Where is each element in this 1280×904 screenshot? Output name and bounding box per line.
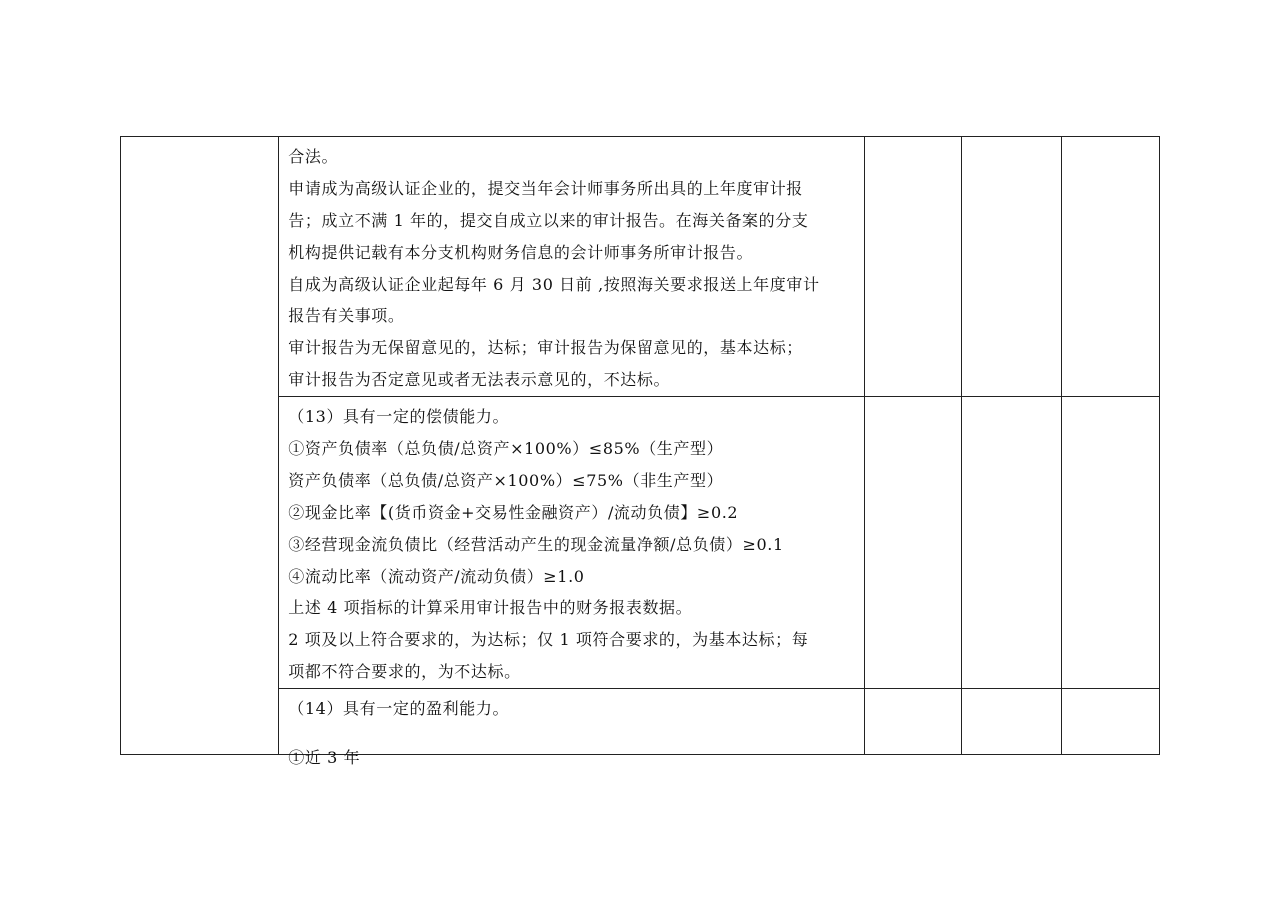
text-line: 申请成为高级认证企业的，提交当年会计师事务所出具的上年度审计报 xyxy=(288,178,803,198)
text-line: 上述 4 项指标的计算采用审计报告中的财务报表数据。 xyxy=(288,598,693,618)
text-line: 报告有关事项。 xyxy=(288,306,405,326)
text-line: 告；成立不满 1 年的，提交自成立以来的审计报告。在海关备案的分支 xyxy=(288,210,809,230)
text-line: 审计报告为无保留意见的，达标；审计报告为保留意见的，基本达标； xyxy=(288,338,803,358)
text-line: （14）具有一定的盈利能力。 xyxy=(288,699,510,719)
text-line: 审计报告为否定意见或者无法表示意见的，不达标。 xyxy=(288,370,671,390)
text-line: 合法。 xyxy=(288,147,339,166)
item-category-cell xyxy=(121,137,279,755)
text-line: 资产负债率（总负债/总资产×100%）≤75%（非生产型） xyxy=(288,470,724,490)
empty-cell xyxy=(961,137,1061,397)
text-line: ①资产负债率（总负债/总资产×100%）≤85%（生产型） xyxy=(288,439,724,459)
criteria-text-cell xyxy=(279,137,865,397)
criteria-text-cell xyxy=(279,689,865,768)
empty-cell xyxy=(961,689,1061,755)
text-line: 机构提供记载有本分支机构财务信息的会计师事务所审计报告。 xyxy=(288,242,754,262)
document-page xyxy=(120,136,1160,768)
requirements-table xyxy=(120,136,1160,768)
text-line: 2 项及以上符合要求的，为达标；仅 1 项符合要求的，为基本达标；每 xyxy=(288,630,809,650)
empty-cell xyxy=(961,397,1061,689)
criteria-text-cell xyxy=(279,397,865,689)
empty-cell xyxy=(1061,137,1159,397)
empty-cell xyxy=(865,689,961,755)
text-line: （13）具有一定的偿债能力。 xyxy=(288,407,510,427)
table-row xyxy=(121,137,1160,397)
text-line: ④流动比率（流动资产/流动负债）≥1.0 xyxy=(288,566,585,586)
empty-cell xyxy=(865,137,961,397)
text-line: ③经营现金流负债比（经营活动产生的现金流量净额/总负债）≥0.1 xyxy=(288,534,784,554)
truncated-text-line: ①近 3 年 xyxy=(288,748,361,768)
empty-cell xyxy=(865,397,961,689)
empty-cell xyxy=(1061,397,1159,689)
text-line: 项都不符合要求的，为不达标。 xyxy=(288,662,521,682)
text-line: 自成为高级认证企业起每年 6 月 30 日前 ,按照海关要求报送上年度审计 xyxy=(288,274,820,294)
empty-cell xyxy=(1061,689,1159,755)
text-line: ②现金比率【(货币资金+交易性金融资产）/流动负债】≥0.2 xyxy=(288,502,739,522)
